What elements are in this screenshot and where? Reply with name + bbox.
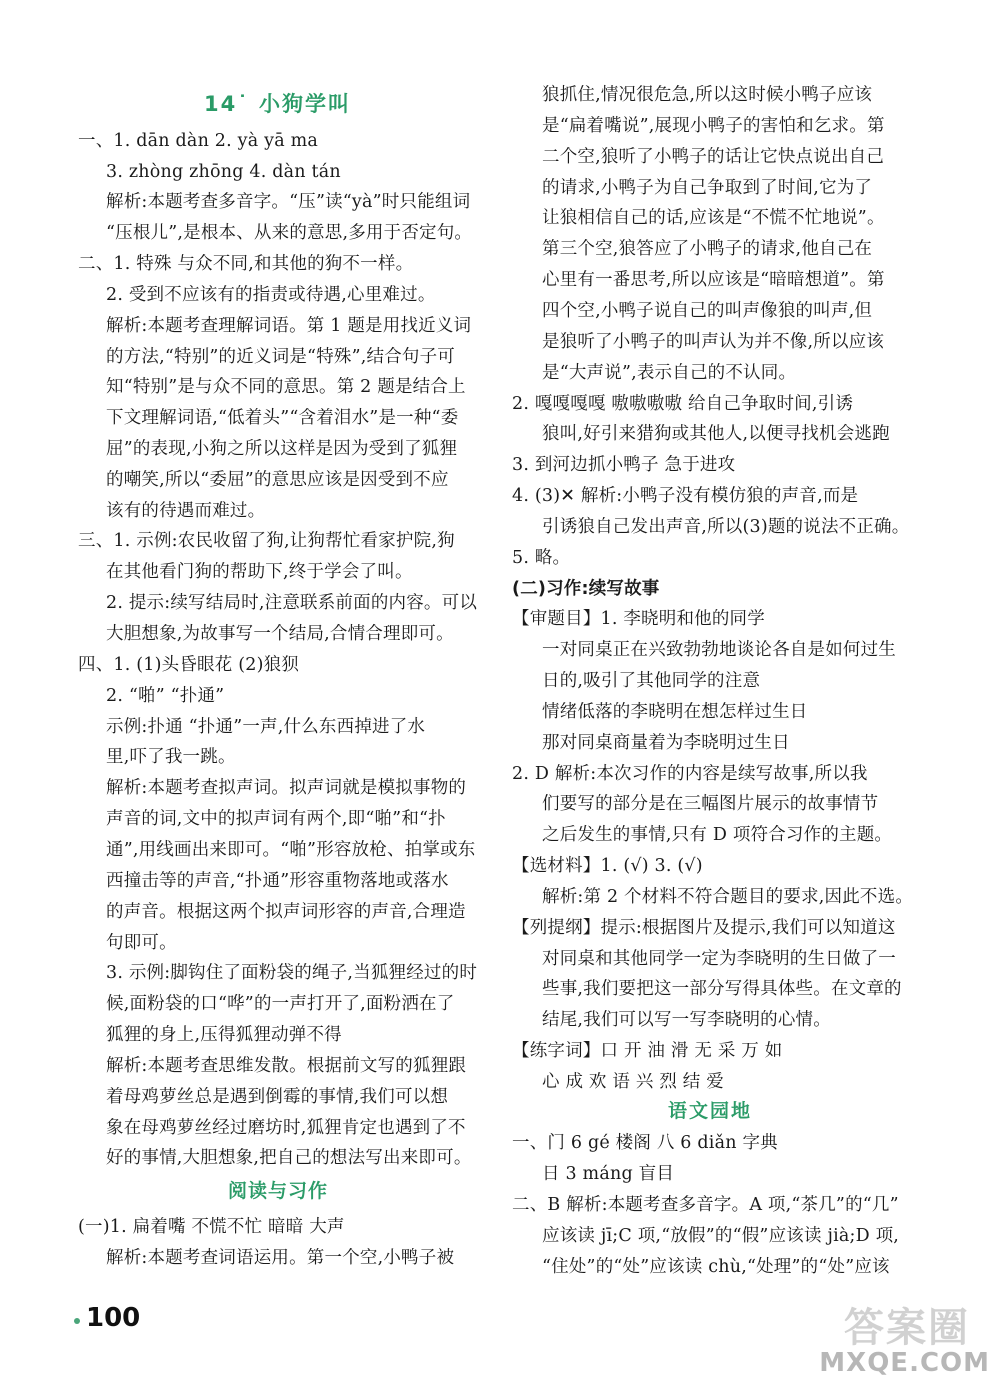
analysis-line: 的方法,“特别”的近义词是“特殊”,结合句子可	[106, 347, 456, 367]
watermark-logo: 答案圈	[844, 1305, 970, 1351]
analysis-line: 解析:第 2 个材料不符合题目的要求,因此不选。	[542, 887, 914, 907]
answer-line: 3. zhòng zhōng 4. dàn tán	[106, 162, 341, 182]
analysis-line: 是“大声说”,表示自己的不认同。	[542, 363, 797, 383]
analysis-line: 四个空,小鸭子说自己的叫声像狼的叫声,但	[542, 301, 873, 321]
answer-line: 些事,我们要把这一部分写得具体些。在文章的	[542, 979, 902, 999]
answer-line: 一、1. dān dàn 2. yà yā ma	[78, 131, 319, 151]
watermark-url: MXQE.COM	[819, 1348, 990, 1378]
section-title-language-garden: 语文园地	[668, 1100, 753, 1122]
answer-line: 一对同桌正在兴致勃勃地谈论各自是如何过生	[542, 640, 896, 660]
answer-line: 4. (3)✕ 解析:小鸭子没有模仿狼的声音,而是	[512, 486, 859, 506]
analysis-line: 的请求,小鸭子为自己争取到了时间,它为了	[542, 178, 873, 198]
answer-line: 2. 受到不应该有的指责或待遇,心里难过。	[106, 285, 436, 305]
page-marker-icon	[74, 1318, 80, 1324]
analysis-line: 解析:本题考查拟声词。拟声词就是模拟事物的	[106, 778, 467, 798]
analysis-line: 知“特别”是与众不同的意思。第 2 题是结合上	[106, 377, 466, 397]
answer-line: 2. 提示:续写结局时,注意联系前面的内容。可以	[106, 593, 478, 613]
analysis-line: “压根儿”,是根本、从来的意思,多用于否定句。	[106, 223, 473, 243]
analysis-line: 是“扁着嘴说”,展现小鸭子的害怕和乞求。第	[542, 116, 885, 136]
answer-line: 候,面粉袋的口“哗”的一声打开了,面粉洒在了	[106, 994, 455, 1014]
answer-line: 3. 示例:脚钩住了面粉袋的绳子,当狐狸经过的时	[106, 963, 478, 983]
answer-line: 四、1. (1)头昏眼花 (2)狼狈	[78, 655, 299, 675]
analysis-line: 好的事情,大胆想象,把自己的想法写出来即可。	[106, 1148, 472, 1168]
answer-line: 【选材料】1. (√) 3. (√)	[512, 856, 703, 876]
page-number: 100	[86, 1303, 141, 1333]
analysis-line: 的嘲笑,所以“委屈”的意思应该是因受到不应	[106, 470, 449, 490]
example-line: 里,吓了我一跳。	[106, 747, 236, 767]
analysis-line: 二个空,狼听了小鸭子的话让它快点说出自己	[542, 147, 885, 167]
analysis-line: 让狼相信自己的话,应该是“不慌不忙地说”。	[542, 208, 885, 228]
analysis-line: 该有的待遇而难过。	[106, 501, 266, 521]
analysis-line: 第三个空,狼答应了小鸭子的请求,他自己在	[542, 239, 873, 259]
analysis-line: 狼抓住,情况很危急,所以这时候小鸭子应该	[542, 85, 873, 105]
analysis-line: 象在母鸡萝丝经过磨坊时,狐狸肯定也遇到了不	[106, 1118, 466, 1138]
analysis-line: 解析:本题考查理解词语。第 1 题是用找近义词	[106, 316, 472, 336]
answer-line: (一)1. 扁着嘴 不慌不忙 暗暗 大声	[78, 1217, 345, 1237]
answer-line: 日的,吸引了其他同学的注意	[542, 671, 761, 691]
answer-line: 【审题目】1. 李晓明和他的同学	[512, 609, 765, 629]
analysis-line: “住处”的“处”应该读 chù,“处理”的“处”应该	[542, 1257, 890, 1277]
subsection-heading: (二)习作:续写故事	[512, 579, 660, 599]
answer-line: 5. 略。	[512, 548, 571, 568]
analysis-line: 之后发生的事情,只有 D 项符合习作的主题。	[542, 825, 893, 845]
analysis-line: 通”,用线画出来即可。“啪”形容放枪、拍掌或东	[106, 840, 476, 860]
section-title-lesson-14: 14˙ 小狗学叫	[204, 92, 352, 116]
analysis-line: 是狼听了小鸭子的叫声认为并不像,所以应该	[542, 332, 885, 352]
answer-line: 大胆想象,为故事写一个结局,合情合理即可。	[106, 624, 454, 644]
answer-line: 二、B 解析:本题考查多音字。A 项,“茶几”的“几”	[512, 1195, 899, 1215]
analysis-line: 心里有一番思考,所以应该是“暗暗想道”。第	[542, 270, 885, 290]
analysis-line: 屈”的表现,小狗之所以这样是因为受到了狐狸	[106, 439, 458, 459]
answer-line: 【列提纲】提示:根据图片及提示,我们可以知道这	[512, 918, 896, 938]
answer-line: 心 成 欢 语 兴 烈 结 爱	[542, 1072, 724, 1092]
analysis-line: 们要写的部分是在三幅图片展示的故事情节	[542, 794, 879, 814]
answer-line: 二、1. 特殊 与众不同,和其他的狗不一样。	[78, 254, 414, 274]
answer-line: 那对同桌商量着为李晓明过生日	[542, 733, 790, 753]
analysis-line: 声音的词,文中的拟声词有两个,即“啪”和“扑	[106, 809, 446, 829]
analysis-line: 引诱狼自己发出声音,所以(3)题的说法不正确。	[542, 517, 910, 537]
answer-line: 结尾,我们可以写一写李晓明的心情。	[542, 1010, 831, 1030]
answer-line: 对同桌和其他同学一定为李晓明的生日做了一	[542, 949, 896, 969]
analysis-line: 解析:本题考查多音字。“压”读“yà”时只能组词	[106, 192, 471, 212]
answer-line: 狼叫,好引来猎狗或其他人,以便寻找机会逃跑	[542, 424, 890, 444]
answer-line: 2. D 解析:本次习作的内容是续写故事,所以我	[512, 764, 868, 784]
section-title-reading-writing: 阅读与习作	[228, 1180, 329, 1202]
answer-line: 2. 嘎嘎嘎嘎 嗷嗷嗷嗷 给自己争取时间,引诱	[512, 394, 854, 414]
analysis-line: 的声音。根据这两个拟声词形容的声音,合理造	[106, 902, 466, 922]
example-line: 示例:扑通 “扑通”一声,什么东西掉进了水	[106, 717, 426, 737]
answer-line: 3. 到河边抓小鸭子 急于进攻	[512, 455, 736, 475]
answer-line: 【练字词】口 开 油 滑 无 采 万 如	[512, 1041, 783, 1061]
answer-line: 狐狸的身上,压得狐狸动弹不得	[106, 1025, 342, 1045]
analysis-line: 下文理解词语,“低着头”“含着泪水”是一种“委	[106, 408, 459, 428]
answer-line: 三、1. 示例:农民收留了狗,让狗帮忙看家护院,狗	[78, 531, 455, 551]
analysis-line: 解析:本题考查思维发散。根据前文写的狐狸跟	[106, 1056, 467, 1076]
analysis-line: 着母鸡萝丝总是遇到倒霉的事情,我们可以想	[106, 1087, 449, 1107]
answer-line: 2. “啪” “扑通”	[106, 686, 225, 706]
analysis-line: 应该读 jī;C 项,“放假”的“假”应该读 jià;D 项,	[542, 1226, 900, 1246]
answer-line: 情绪低落的李晓明在想怎样过生日	[542, 702, 808, 722]
analysis-line: 句即可。	[106, 933, 177, 953]
answer-line: 日 3 máng 盲目	[542, 1164, 675, 1184]
answer-line: 一、门 6 gé 楼阁 八 6 diǎn 字典	[512, 1133, 778, 1153]
analysis-line: 解析:本题考查词语运用。第一个空,小鸭子被	[106, 1248, 455, 1268]
analysis-line: 西撞击等的声音,“扑通”形容重物落地或落水	[106, 871, 449, 891]
answer-line: 在其他看门狗的帮助下,终于学会了叫。	[106, 562, 413, 582]
